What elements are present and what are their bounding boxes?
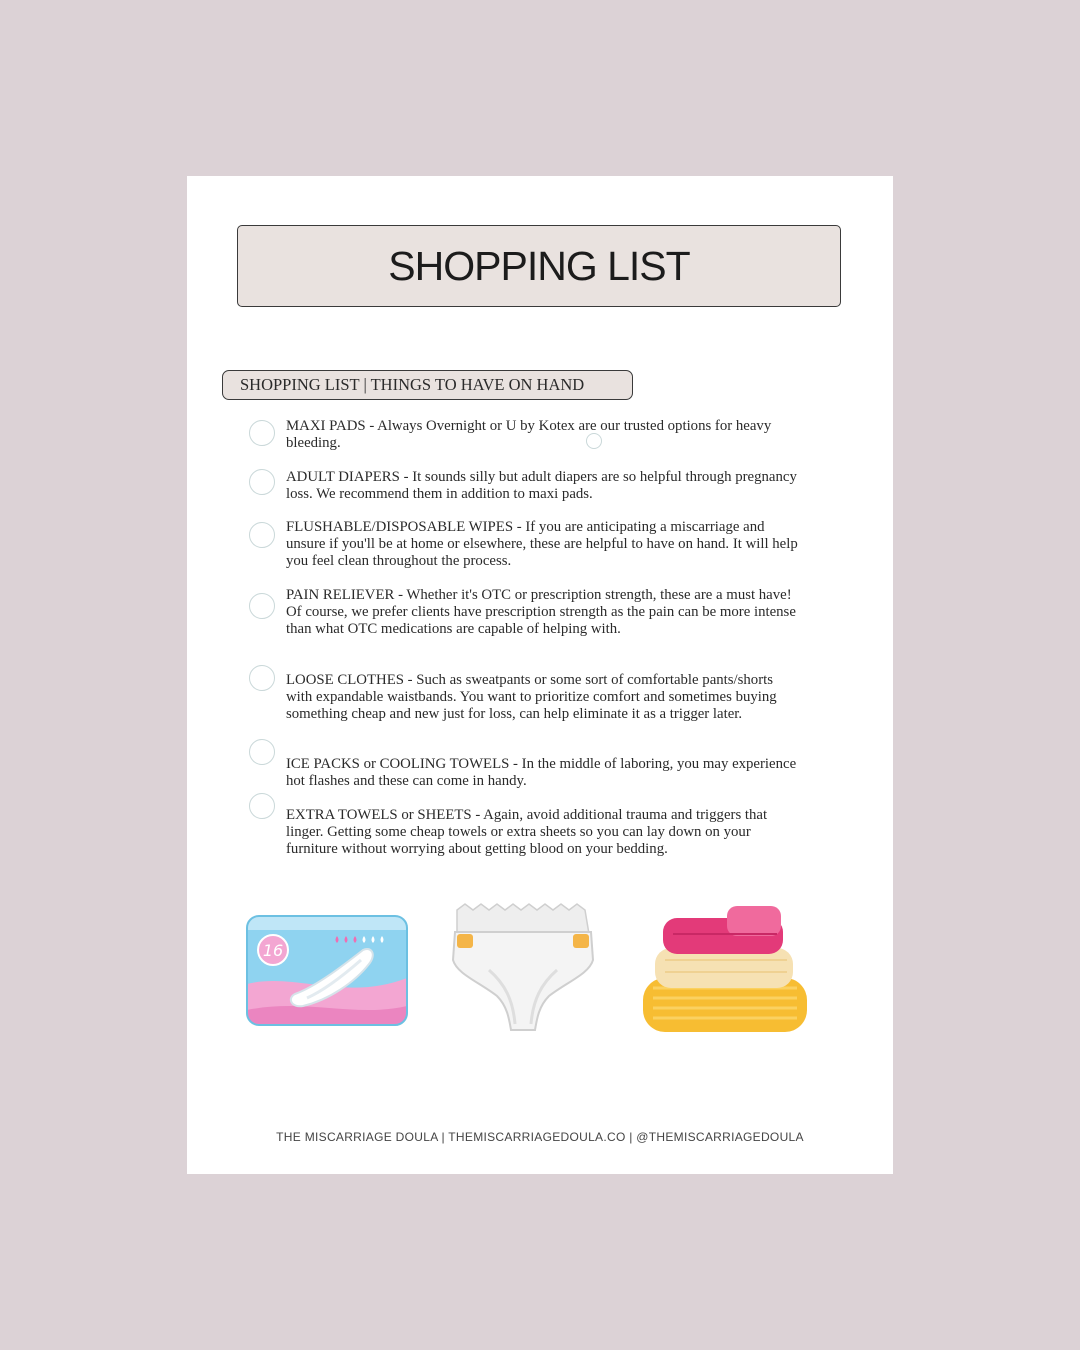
item-text: ICE PACKS or COOLING TOWELS - In the middle of laboring, you may experience hot flashes and these can come in handy. [286,756,797,789]
checkbox[interactable] [249,469,275,495]
checkbox[interactable] [249,665,275,691]
folded-towels-icon [637,900,813,1036]
section-header [222,370,633,400]
page-title: SHOPPING LIST [388,242,690,289]
document-page [187,176,893,1174]
maxi-pads-package-icon [245,914,409,1028]
checkbox[interactable] [249,522,275,548]
item-text: PAIN RELIEVER - Whether it's OTC or prescription strength, these are a must have! Of course, we prefer clients have prescription strength as the pain can be more intense than what OTC medications are capable of helping with. [286,587,796,637]
item-text: ADULT DIAPERS - It sounds silly but adult diapers are so helpful through pregnancy loss. We recommend them in addition to maxi pads. [286,469,797,502]
section-title: SHOPPING LIST | THINGS TO HAVE ON HAND [240,375,585,394]
footer-text: THE MISCARRIAGE DOULA | THEMISCARRIAGEDOULA.CO | @THEMISCARRIAGEDOULA [276,1130,804,1144]
title-banner [237,225,841,307]
item-text: FLUSHABLE/DISPOSABLE WIPES - If you are anticipating a miscarriage and unsure if you'll be at home or elsewhere, these are helpful to have on hand. It will help you feel clean throughout the process. [286,519,798,569]
checkbox[interactable] [249,739,275,765]
checkbox[interactable] [249,793,275,819]
item-text: LOOSE CLOTHES - Such as sweatpants or some sort of comfortable pants/shorts with expandable waistbands. You want to prioritize comfort and sometimes buying something cheap and new just for loss, can help eliminate it as a trigger later. [286,672,777,722]
pads-count-label: 16 [262,941,284,960]
item-text: MAXI PADS - Always Overnight or U by Kotex are our trusted options for heavy bleeding. [286,418,772,451]
checkbox[interactable] [249,420,275,446]
item-text: EXTRA TOWELS or SHEETS - Again, avoid additional trauma and triggers that linger. Getting some cheap towels or extra sheets so you can lay down on your furniture without worrying about getting blood on your bedding. [286,807,768,857]
checkbox[interactable] [249,593,275,619]
adult-diaper-icon [449,900,597,1040]
